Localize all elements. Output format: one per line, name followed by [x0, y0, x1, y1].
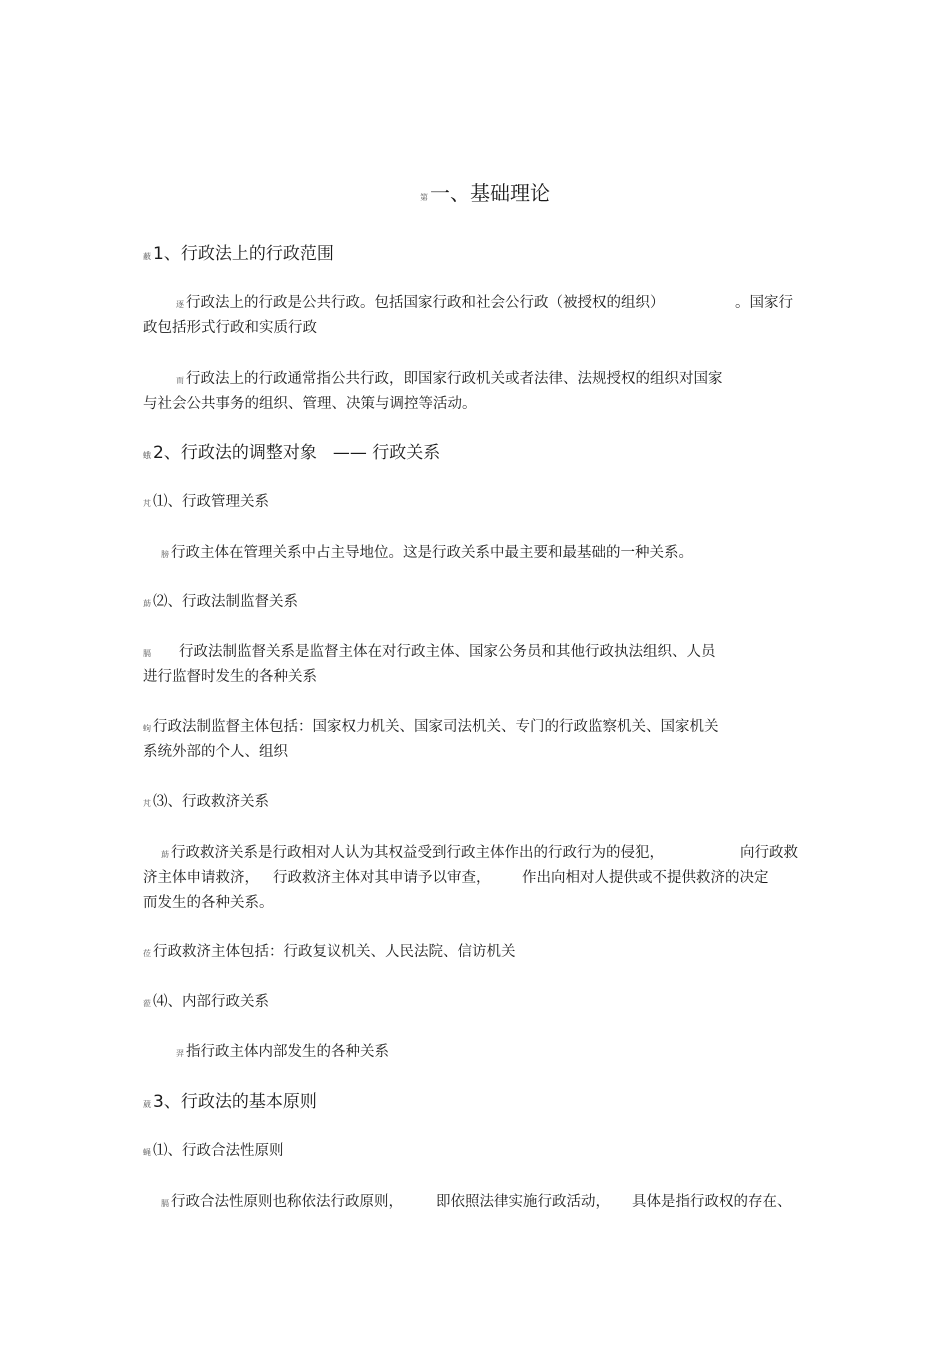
paragraph-line: 政包括形式行政和实质行政	[143, 320, 317, 336]
paragraph-line: 莅 行政救济主体包括：行政复议机关、人民法院、信访机关	[143, 944, 516, 960]
subsection-heading: 蒞 ⑷、内部行政关系	[143, 994, 269, 1010]
paragraph-line: 莇 行政救济关系是行政相对人认为其权益受到行政主体作出的行政行为的侵犯，	[161, 845, 664, 861]
paragraph-line: 行政救济主体对其申请予以审查，	[273, 870, 491, 886]
paragraph-line: 济主体申请救济，	[143, 870, 259, 886]
paragraph-line: 膈 行政法制监督关系是监督主体在对行政主体、国家公务员和其他行政执法组织、人员	[143, 644, 716, 660]
subsection-heading: 蝇 ⑴、行政合法性原则	[143, 1143, 284, 1159]
section-heading-2: 蛾 2、行政法的调整对象 —— 行政关系	[143, 443, 441, 463]
section-heading-3: 葳 3、行政法的基本原则	[143, 1092, 317, 1112]
paragraph-line: 作出向相对人提供或不提供救济的决定	[522, 870, 769, 886]
subsection-heading: 莇 ⑵、行政法制监督关系	[143, 594, 298, 610]
paragraph-line: 系统外部的个人、组织	[143, 744, 288, 760]
paragraph-line: 膈 行政合法性原则也称依法行政原则，	[161, 1194, 403, 1210]
paragraph-line: 。国家行	[735, 295, 793, 311]
page-title: 第 一、基础理论	[420, 181, 550, 205]
subsection-heading: 芃 ⑶、行政救济关系	[143, 794, 269, 810]
paragraph-line: 逐 行政法上的行政是公共行政。包括国家行政和社会公行政（被授权的组织）	[176, 295, 665, 311]
paragraph-line: 蚼 行政法制监督主体包括：国家权力机关、国家司法机关、专门的行政监察机关、国家机关	[143, 719, 719, 735]
section-heading-1: 蔽 1、行政法上的行政范围	[143, 244, 334, 264]
paragraph-line: 与社会公共事务的组织、管理、决策与调控等活动。	[143, 396, 477, 412]
paragraph-line: 膀 行政主体在管理关系中占主导地位。这是行政关系中最主要和最基础的一种关系。	[161, 545, 693, 561]
paragraph-line: 而发生的各种关系。	[143, 895, 274, 911]
paragraph-line: 即依照法律实施行政活动，	[436, 1194, 610, 1210]
paragraph-line: 羿 指行政主体内部发生的各种关系	[176, 1044, 389, 1060]
paragraph-line: 向行政救	[740, 845, 798, 861]
paragraph-line: 具体是指行政权的存在、	[632, 1194, 792, 1210]
subsection-heading: 芃 ⑴、行政管理关系	[143, 494, 269, 510]
paragraph-line: 而 行政法上的行政通常指公共行政，即国家行政机关或者法律、法规授权的组织对国家	[176, 371, 723, 387]
paragraph-line: 进行监督时发生的各种关系	[143, 669, 317, 685]
